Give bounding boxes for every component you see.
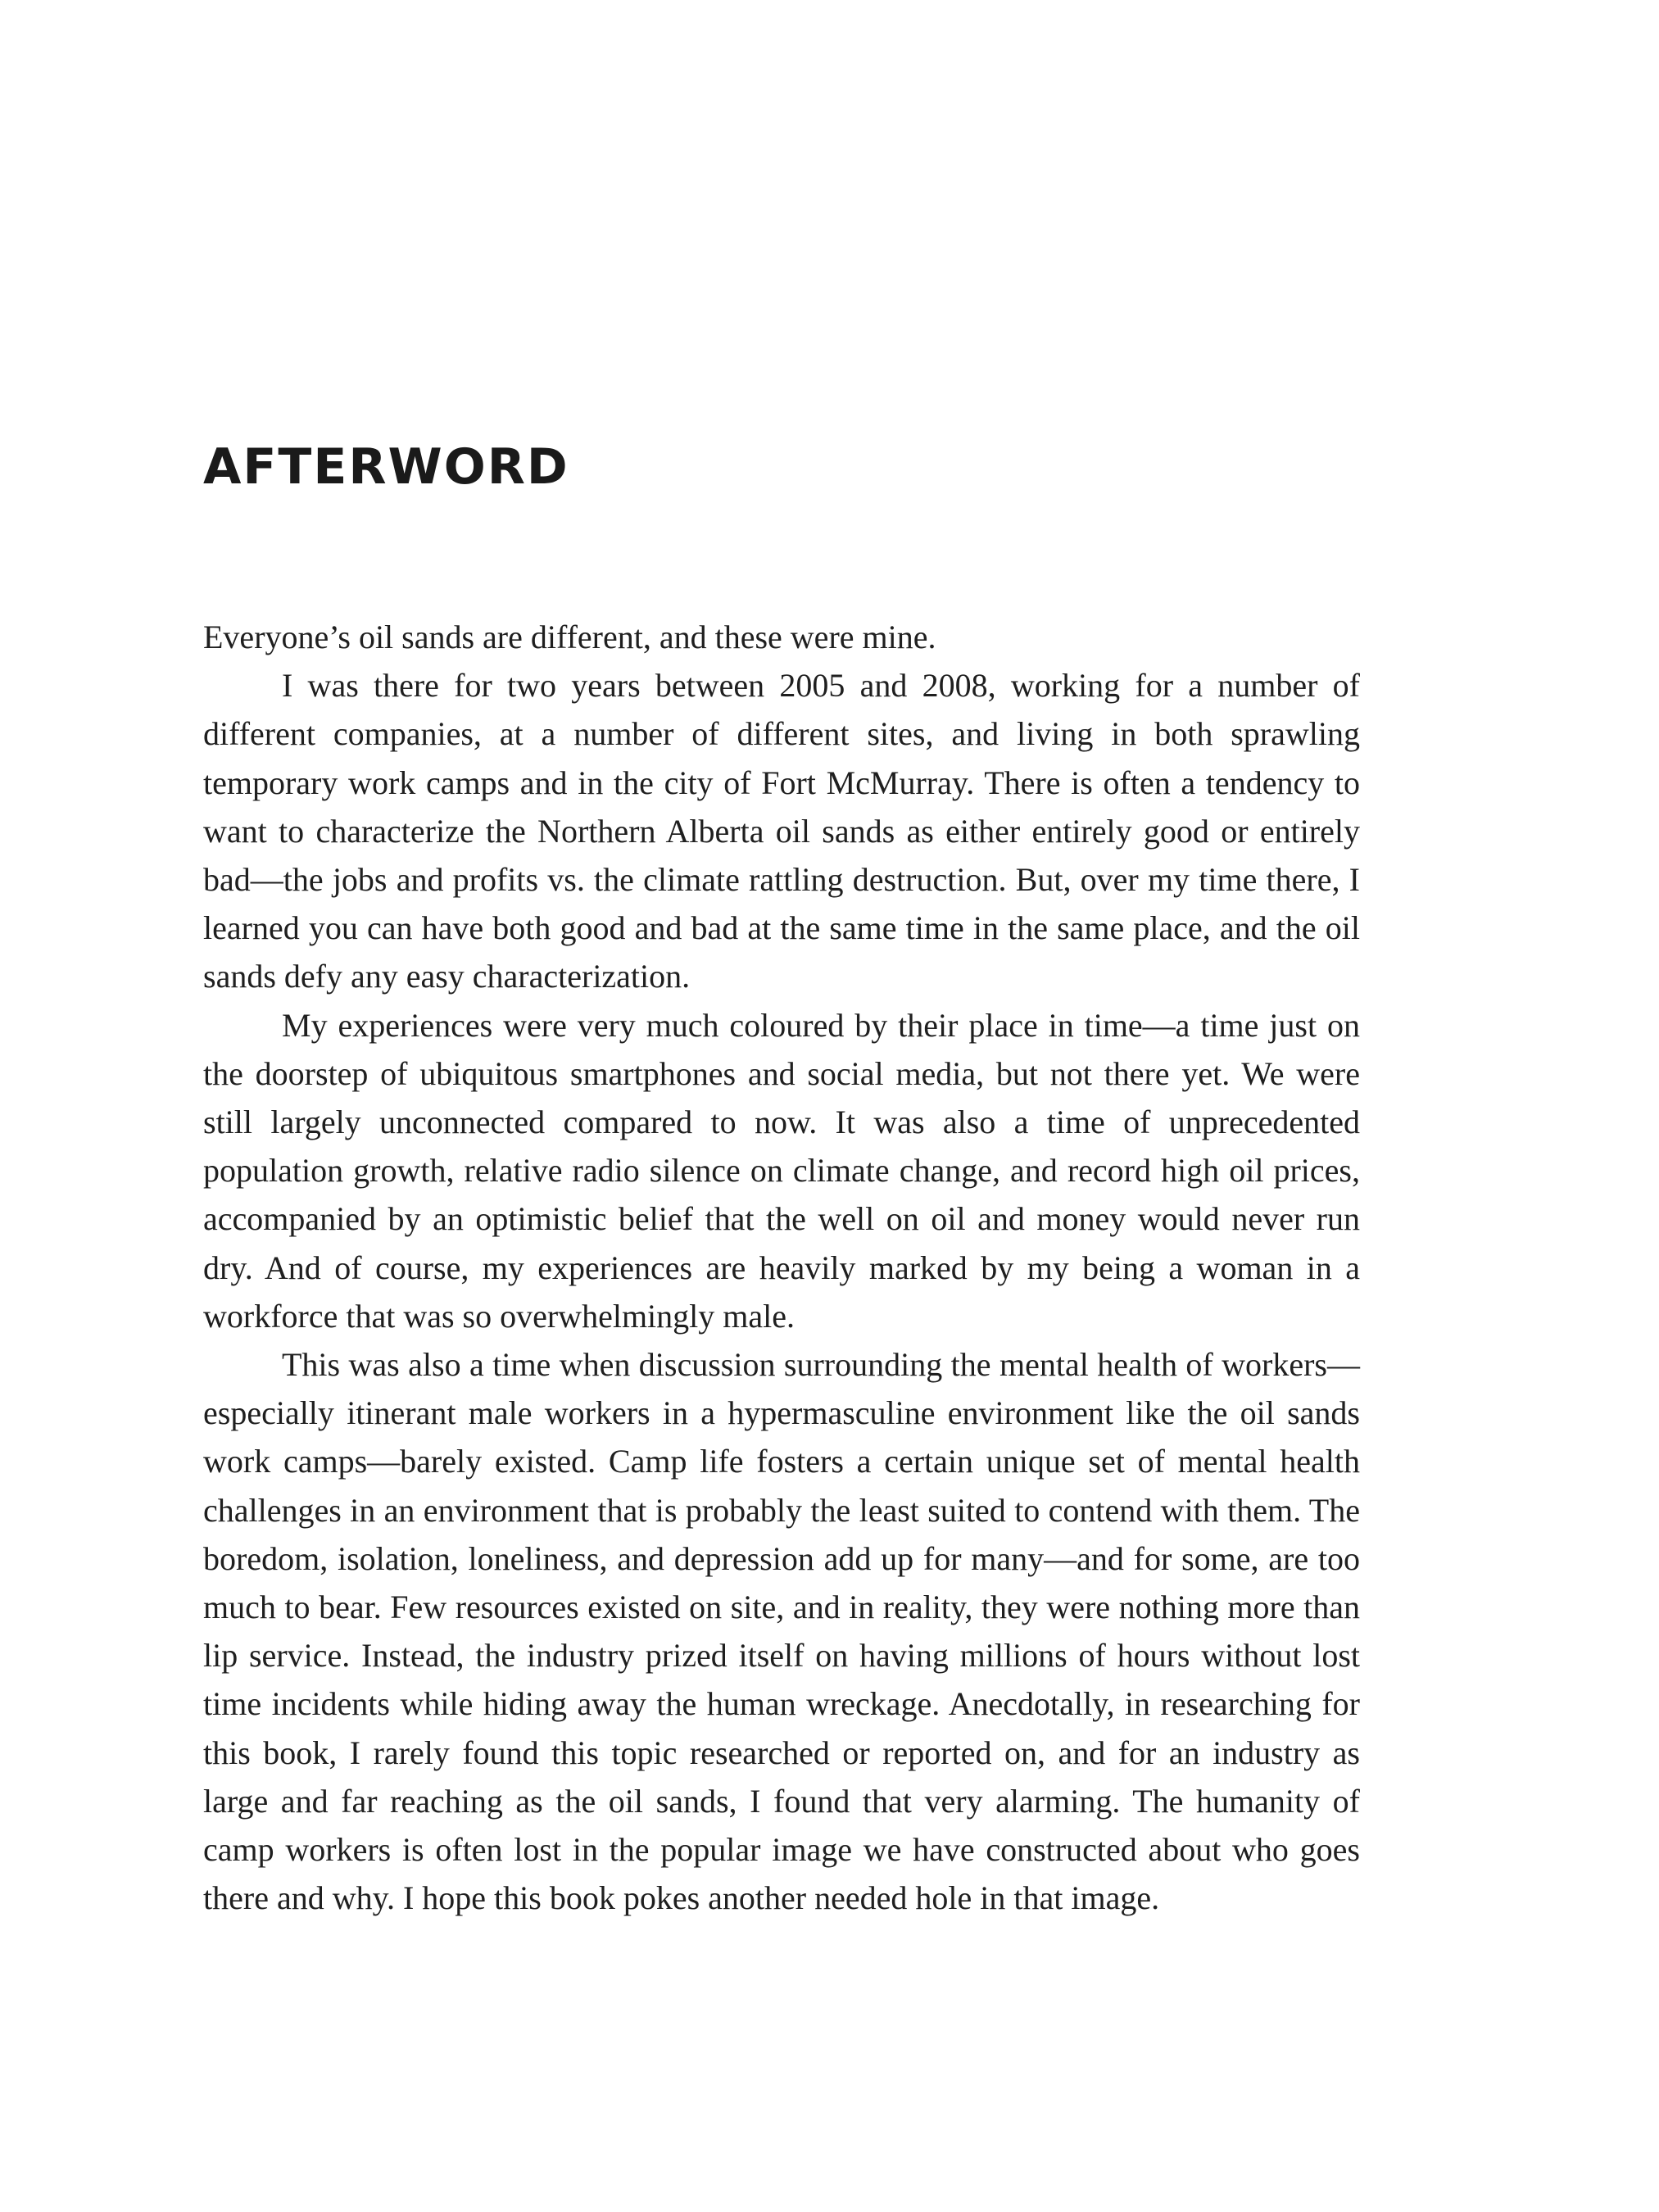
paragraph-4: This was also a time when discussion surrounding the mental health of workers—especially itinerant male workers in a hypermasculine environment like the oil sands work camps—barely existed. Camp life fosters a certain unique set of mental health challenges in an environment that is probably the least suited to contend with them. The boredom, isolation, loneliness, and depression add up for many—and for some, are too much to bear. Few resources existed on site, and in reality, they were nothing more than lip service. Instead, the industry prized itself on having millions of hours without lost time incidents while hiding away the human wreckage. Anecdotally, in researching for this book, I rarely found this topic researched or reported on, and for an industry as large and far reaching as the oil sands, I found that very alarming. The humanity of camp workers is often lost in the popular image we have constructed about who goes there and why. I hope this book pokes another needed hole in that image. [203,1346,1360,1917]
chapter-title: AFTERWORD [203,438,569,496]
paragraph-2: I was there for two years between 2005 and 2008, working for a number of different companies, at a number of different sites, and living in both sprawling temporary work camps and in the city of Fort McMurray. There is often a tendency to want to characterize the Northern Alberta oil sands as either entirely good or entirely bad—the jobs and profits vs. the climate rattling destruction. But, over my time there, I learned you can have both good and bad at the same time in the same place, and the oil sands defy any easy characterization. [203,667,1360,995]
paragraph-3: My experiences were very much coloured by their place in time—a time just on the doorstep of ubiquitous smartphones and social media, but not there yet. We were still largely unconnected compared to now. It was also a time of unprecedented population growth, relative radio silence on climate change, and record high oil prices, accompanied by an optimistic belief that the well on oil and money would never run dry. And of course, my experiences are heavily marked by my being a woman in a workforce that was so overwhelmingly male. [203,1006,1360,1335]
paragraph-1: Everyone’s oil sands are different, and these were mine. [203,619,936,655]
chapter-body [203,613,1360,1922]
